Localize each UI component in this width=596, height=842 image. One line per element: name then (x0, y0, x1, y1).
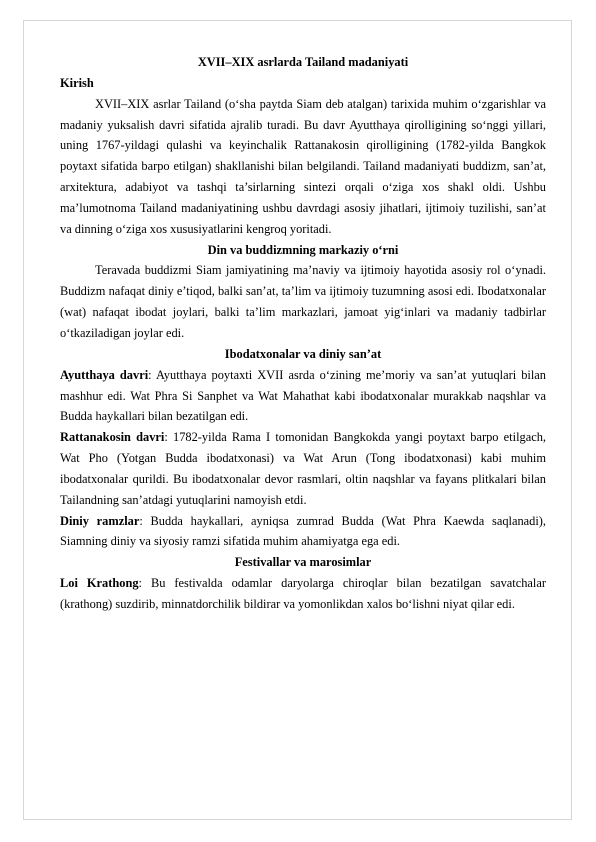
term-text: : Ayutthaya poytaxti XVII asrda o‘zining me’moriy va san’at yutuqlari bilan mashhur edi. Wat Phra Si Sanphet va Wat Mahathat kabi ibodatxonalar murakkab naqshlar va Budda haykallari bilan bezatilgan edi. (60, 367, 546, 424)
temples-item-rattanakosin (60, 427, 546, 510)
temples-item-ayutthaya (60, 365, 546, 428)
term-text: : 1782-yilda Rama I tomonidan Bangkokda yangi poytaxt barpo etilgach, Wat Pho (Yotgan Budda ibodatxonasi) va Wat Arun (Tong ibodatxonasi) kabi muhim ibodatxonalar qurildi. Bu ibodatxonalar devor rasmlari, oltin naqshlar va fayans plitkalari bilan Tailandning san’atdagi yutuqlarini namoyish etdi. (60, 430, 547, 507)
temples-item-symbols (60, 511, 546, 553)
term-label: Diniy ramzlar (60, 513, 140, 528)
section-heading-religion: Din va buddizmning markaziy o‘rni (207, 242, 399, 257)
section-heading-temples: Ibodatxonalar va diniy san’at (224, 346, 382, 361)
document-body (60, 52, 546, 615)
festivals-item-loi-krathong (60, 573, 546, 615)
intro-heading: Kirish (60, 75, 94, 90)
term-label: Loi Krathong (60, 576, 139, 591)
intro-paragraph: XVII–XIX asrlar Tailand (o‘sha paytda Siam deb atalgan) tarixida muhim o‘zgarishlar va madaniy yuksalish davri sifatida ajralib turadi. Bu davr Ayutthaya qirolligining so‘nggi yillari, uning 1767-yildagi qulashi va keyinchalik Rattanakosin qirolligining (1782-yilda Bangkok poytaxt sifatida barpo etilgan) shakllanishi bilan belgilandi. Tailand madaniyati buddizm, san’at, arxitektura, adabiyot va tashqi ta’sirlarning sintezi orqali o‘ziga xos shakl oldi. Ushbu ma’lumotnoma Tailand madaniyatining ushbu davrdagi asosiy jihatlari, ijtimoiy tuzilishi, san’at va dinning o‘ziga xos xususiyatlarini kengroq yoritadi. (60, 96, 546, 236)
religion-paragraph: Teravada buddizmi Siam jamiyatining ma’naviy va ijtimoiy hayotida asosiy rol o‘ynadi. Buddizm nafaqat diniy e’tiqod, balki san’at, ta’lim va ijtimoiy tuzumning asosi edi. Ibodatxonalar (wat) nafaqat ibodat joylari, balki ta’lim markazlari, jamoat yig‘inlari va madaniy tadbirlar o‘tkaziladigan joylar edi. (60, 263, 546, 340)
term-text: : Bu festivalda odamlar daryolarga chiroqlar bilan bezatilgan savatchalar (krathong) suzdirib, minnatdorchilik bildirar va yomonlikdan xalos bo‘lishni niyat qilar edi. (60, 576, 546, 611)
term-label: Ayutthaya davri (60, 367, 149, 382)
document-title: XVII–XIX asrlarda Tailand madaniyati (197, 55, 409, 69)
section-heading-festivals: Festivallar va marosimlar (234, 555, 372, 570)
term-text: : Budda haykallari, ayniqsa zumrad Budda (Wat Phra Kaewda saqlanadi), Siamning diniy va siyosiy ramzi sifatida muhim ahamiyatga ega edi. (60, 513, 547, 549)
term-label: Rattanakosin davri (60, 430, 165, 445)
